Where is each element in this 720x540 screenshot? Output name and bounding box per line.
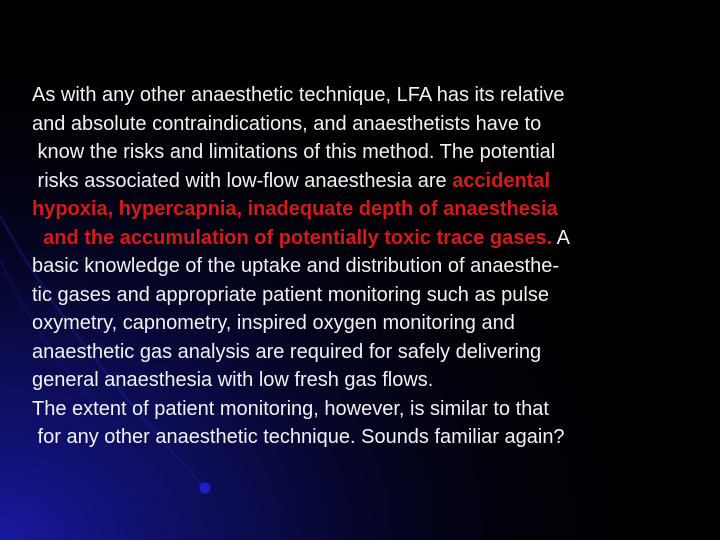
body-text	[32, 81, 712, 452]
highlighted-text: accidental	[452, 169, 551, 192]
text-segment: tic gases and appropriate patient monitoring such as pulse	[32, 283, 549, 306]
text-segment: anaesthetic gas analysis are required for safely delivering	[32, 340, 542, 363]
swoosh-dot	[200, 483, 211, 494]
text-line	[32, 309, 712, 338]
text-line	[32, 395, 712, 424]
text-segment: oxymetry, capnometry, inspired oxygen monitoring and	[32, 312, 515, 334]
text-segment: basic knowledge of the uptake and distribution of anaesthe-	[32, 255, 560, 277]
text-line	[32, 224, 712, 253]
text-segment: A	[552, 226, 570, 249]
text-line	[32, 252, 712, 281]
text-line	[32, 366, 712, 395]
text-line	[32, 423, 712, 452]
text-line	[32, 81, 712, 110]
highlighted-text: and the accumulation of potentially toxic trace gases.	[32, 226, 553, 249]
text-line	[32, 167, 712, 196]
text-segment: know the risks and limitations of this method. The potential	[32, 141, 556, 163]
text-line	[32, 338, 712, 367]
text-segment: As with any other anaesthetic technique, LFA has its relative	[32, 84, 565, 106]
text-segment: for any other anaesthetic technique. Sounds familiar again?	[32, 426, 565, 448]
text-line	[32, 195, 712, 224]
text-segment: and absolute contraindications, and anaesthetists have to	[32, 112, 542, 135]
text-line	[32, 281, 712, 310]
text-line	[32, 138, 712, 167]
text-segment: The extent of patient monitoring, however, is similar to that	[32, 397, 549, 420]
text-segment: general anaesthesia with low fresh gas flows.	[32, 369, 434, 391]
text-line	[32, 110, 712, 139]
text-segment: risks associated with low-flow anaesthesia are	[32, 169, 453, 192]
highlighted-text: hypoxia, hypercapnia, inadequate depth of anaesthesia	[32, 198, 558, 220]
